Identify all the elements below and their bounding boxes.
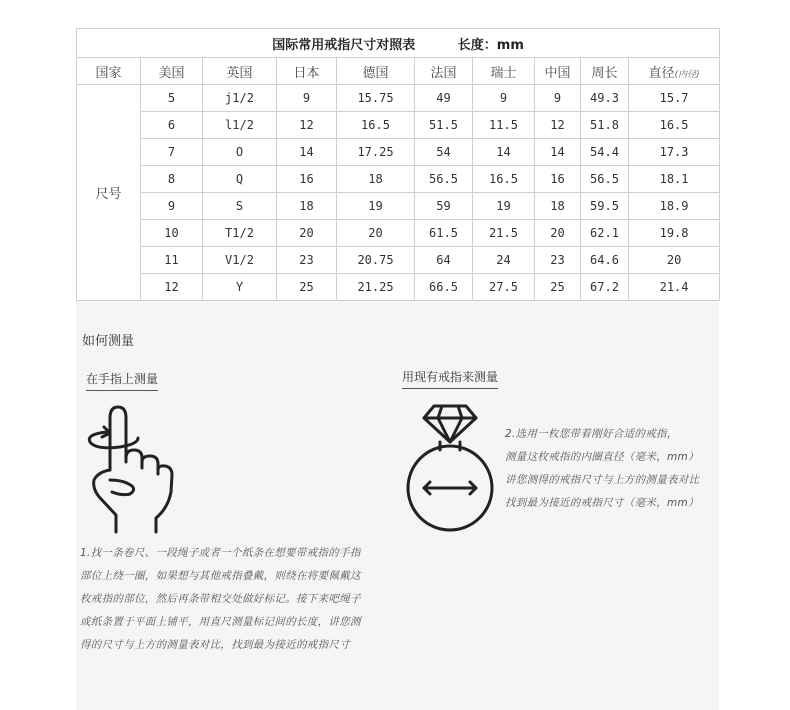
table-cell: 9 xyxy=(473,85,535,112)
table-header-row xyxy=(77,58,720,85)
header-japan: 日本 xyxy=(277,58,337,85)
table-cell: 7 xyxy=(141,139,203,166)
table-cell: 16.5 xyxy=(473,166,535,193)
table-cell: 49.3 xyxy=(581,85,629,112)
table-cell: 21.5 xyxy=(473,220,535,247)
table-cell: 19.8 xyxy=(629,220,720,247)
table-cell: 62.1 xyxy=(581,220,629,247)
header-country: 国家 xyxy=(77,58,141,85)
table-cell: T1/2 xyxy=(203,220,277,247)
table-cell: 27.5 xyxy=(473,274,535,301)
instruction-line: 1.找一条卷尺、一段绳子或者一个纸条在想要带戒指的手指 xyxy=(80,547,361,559)
table-cell: O xyxy=(203,139,277,166)
table-cell: 16 xyxy=(277,166,337,193)
table-cell: 17.25 xyxy=(337,139,415,166)
method-ring-title: 用现有戒指来测量 xyxy=(402,368,498,389)
header-uk: 英国 xyxy=(203,58,277,85)
table-cell: 56.5 xyxy=(581,166,629,193)
instruction-line: 讲您测得的戒指尺寸与上方的测量表对比 xyxy=(505,474,700,486)
instruction-line: 2.选用一枚您带着刚好合适的戒指， xyxy=(505,428,678,440)
diamond-ring-icon xyxy=(400,398,500,537)
header-diameter xyxy=(629,58,720,85)
method-finger-instructions xyxy=(80,542,361,657)
table-cell: 9 xyxy=(535,85,581,112)
size-row-label: 尺号 xyxy=(77,85,141,301)
table-cell: Y xyxy=(203,274,277,301)
table-title: 国际常用戒指尺寸对照表 xyxy=(272,37,416,53)
instruction-line: 枚戒指的部位，然后再条带相交处做好标记。接下来吧绳子 xyxy=(80,593,361,605)
table-cell: V1/2 xyxy=(203,247,277,274)
table-cell: 18 xyxy=(535,193,581,220)
table-cell: 21.25 xyxy=(337,274,415,301)
header-china: 中国 xyxy=(535,58,581,85)
header-diameter-label: 直径 xyxy=(648,65,675,81)
table-cell: 15.7 xyxy=(629,85,720,112)
header-usa: 美国 xyxy=(141,58,203,85)
ring-size-table xyxy=(76,28,720,301)
table-cell: 8 xyxy=(141,166,203,193)
table-cell: 11.5 xyxy=(473,112,535,139)
table-cell: 18.1 xyxy=(629,166,720,193)
table-row xyxy=(77,139,720,166)
instruction-line: 找到最为接近的戒指尺寸（毫米，mm） xyxy=(505,497,699,509)
table-row xyxy=(77,220,720,247)
finger-wrap-icon xyxy=(80,400,190,539)
table-cell: 5 xyxy=(141,85,203,112)
table-row xyxy=(77,166,720,193)
table-title-row xyxy=(77,29,720,58)
table-cell: 12 xyxy=(277,112,337,139)
table-row xyxy=(77,112,720,139)
method-finger-title: 在手指上测量 xyxy=(86,370,158,391)
table-cell: 64.6 xyxy=(581,247,629,274)
table-cell: 18 xyxy=(277,193,337,220)
table-cell: 6 xyxy=(141,112,203,139)
table-cell: 14 xyxy=(535,139,581,166)
table-cell: 25 xyxy=(535,274,581,301)
table-cell: 19 xyxy=(473,193,535,220)
table-cell: 20 xyxy=(629,247,720,274)
table-cell: l1/2 xyxy=(203,112,277,139)
table-cell: 20 xyxy=(277,220,337,247)
table-cell: 59.5 xyxy=(581,193,629,220)
instruction-line: 测量这枚戒指的内圈直径（毫米，mm） xyxy=(505,451,699,463)
table-cell: 10 xyxy=(141,220,203,247)
table-cell: 64 xyxy=(415,247,473,274)
table-cell: 12 xyxy=(535,112,581,139)
table-row xyxy=(77,85,720,112)
table-row xyxy=(77,274,720,301)
table-cell: 49 xyxy=(415,85,473,112)
method-ring-instructions xyxy=(505,423,699,515)
table-cell: 14 xyxy=(277,139,337,166)
table-cell: 20.75 xyxy=(337,247,415,274)
table-cell: 16.5 xyxy=(629,112,720,139)
table-cell: 21.4 xyxy=(629,274,720,301)
table-cell: 56.5 xyxy=(415,166,473,193)
table-cell: 59 xyxy=(415,193,473,220)
table-cell: Q xyxy=(203,166,277,193)
length-unit-label: 长度：mm xyxy=(457,37,524,53)
table-cell: 11 xyxy=(141,247,203,274)
table-row xyxy=(77,193,720,220)
header-germany: 德国 xyxy=(337,58,415,85)
table-cell: 18 xyxy=(337,166,415,193)
table-row xyxy=(77,247,720,274)
table-cell: 20 xyxy=(337,220,415,247)
table-cell: 23 xyxy=(535,247,581,274)
instruction-line: 部位上绕一圈，如果想与其他戒指叠戴，则绕在将要佩戴这 xyxy=(80,570,361,582)
table-cell: 54 xyxy=(415,139,473,166)
table-cell: 16.5 xyxy=(337,112,415,139)
table-cell: 67.2 xyxy=(581,274,629,301)
inner-diameter-note: (内径) xyxy=(674,69,700,80)
table-cell: 9 xyxy=(141,193,203,220)
table-cell: j1/2 xyxy=(203,85,277,112)
header-switzerland: 瑞士 xyxy=(473,58,535,85)
table-cell: 16 xyxy=(535,166,581,193)
table-cell: 18.9 xyxy=(629,193,720,220)
table-cell: 61.5 xyxy=(415,220,473,247)
table-cell: 19 xyxy=(337,193,415,220)
instruction-line: 或纸条置于平面上铺平，用直尺测量标记间的长度，讲您测 xyxy=(80,616,361,628)
table-cell: 25 xyxy=(277,274,337,301)
table-cell: 51.8 xyxy=(581,112,629,139)
table-cell: 9 xyxy=(277,85,337,112)
instruction-line: 得的尺寸与上方的测量表对比，找到最为接近的戒指尺寸 xyxy=(80,639,350,651)
header-france: 法国 xyxy=(415,58,473,85)
table-cell: 66.5 xyxy=(415,274,473,301)
table-cell: 14 xyxy=(473,139,535,166)
table-cell: 24 xyxy=(473,247,535,274)
table-cell: 54.4 xyxy=(581,139,629,166)
table-cell: 15.75 xyxy=(337,85,415,112)
table-cell: 20 xyxy=(535,220,581,247)
table-cell: 12 xyxy=(141,274,203,301)
header-circumference: 周长 xyxy=(581,58,629,85)
table-cell: 51.5 xyxy=(415,112,473,139)
table-cell: 23 xyxy=(277,247,337,274)
table-cell: 17.3 xyxy=(629,139,720,166)
how-to-measure-title: 如何测量 xyxy=(82,334,135,349)
table-cell: S xyxy=(203,193,277,220)
